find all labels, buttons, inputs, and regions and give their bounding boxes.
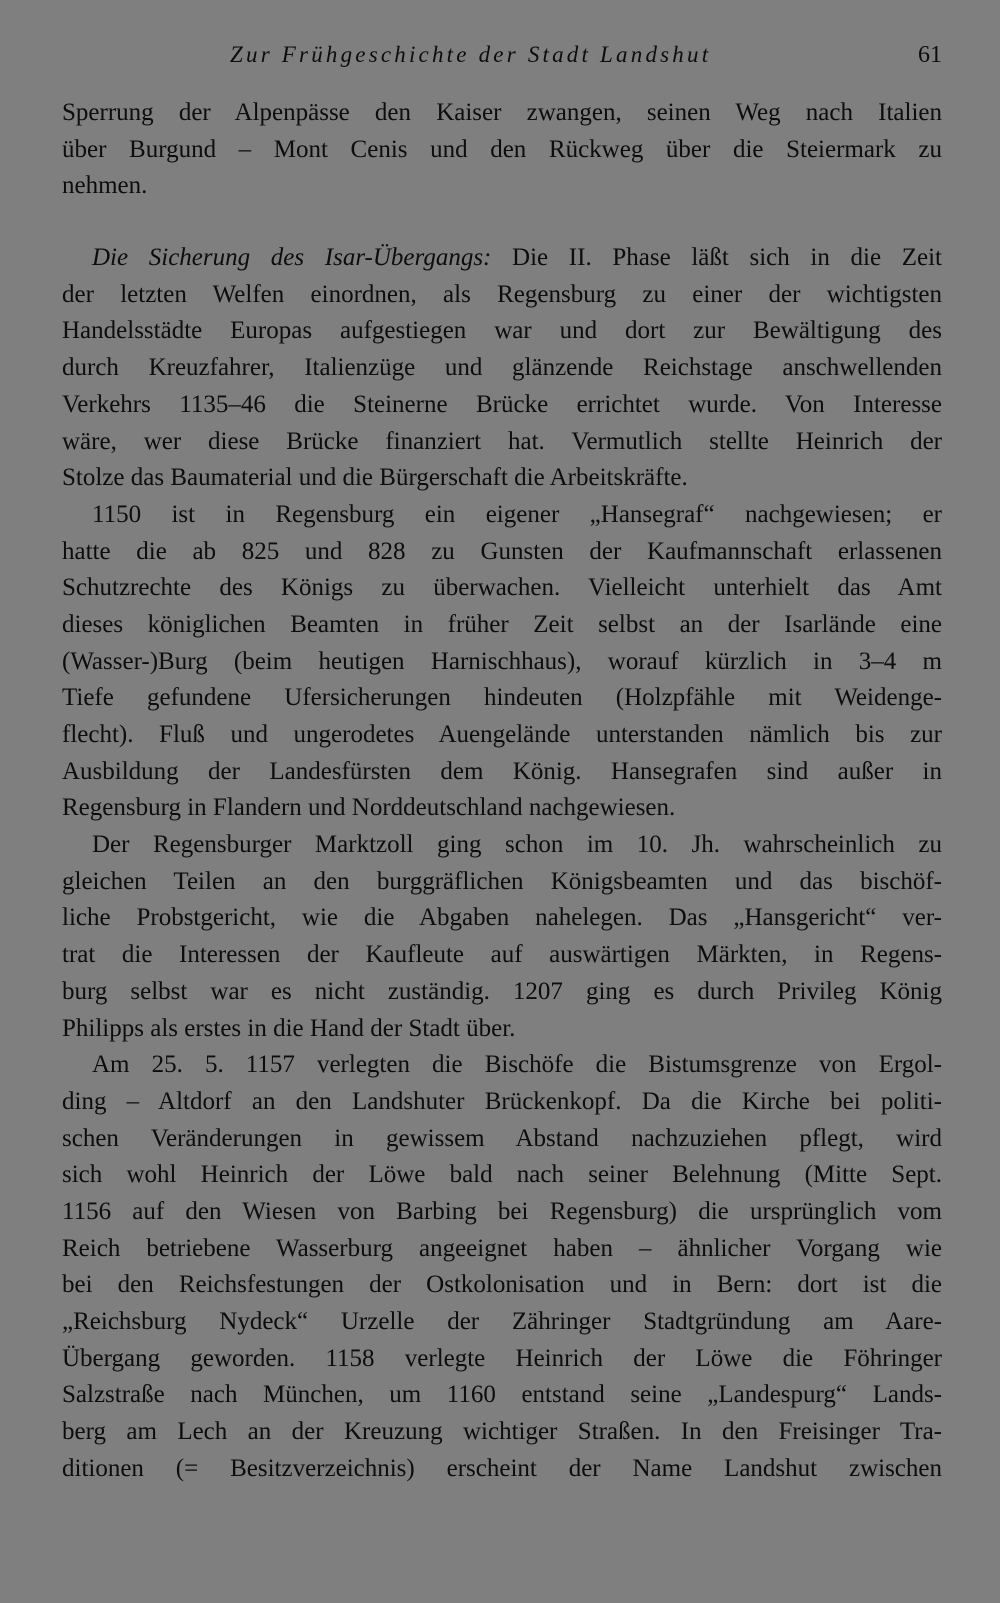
- text-line: liche Probstgericht, wie die Abgaben nahelegen. Das „Hansgericht“ ver-: [62, 904, 942, 932]
- running-head: [62, 38, 942, 72]
- text-line: gleichen Teilen an den burggräflichen Königsbeamten und das bischöf-: [62, 867, 942, 895]
- text-line: Am 25. 5. 1157 verlegten die Bischöfe die Bistumsgrenze von Ergol-: [92, 1051, 942, 1079]
- text-line: ding – Altdorf an den Landshuter Brückenkopf. Da die Kirche bei politi-: [62, 1087, 942, 1115]
- text-line: Sperrung der Alpenpässe den Kaiser zwangen, seinen Weg nach Italien: [62, 99, 942, 126]
- text-line: Verkehrs 1135–46 die Steinerne Brücke errichtet wurde. Von Interesse: [62, 390, 942, 418]
- paragraph-5: [62, 1047, 942, 1487]
- text-line: nehmen.: [62, 172, 148, 200]
- paragraph-1: [62, 95, 942, 205]
- section-heading: Die Sicherung des Isar-Übergangs:: [92, 244, 492, 272]
- text-line: Regensburg in Flandern und Norddeutschland nachgewiesen.: [62, 794, 676, 822]
- text-line: Schutzrechte des Königs zu überwachen. Vielleicht unterhielt das Amt: [62, 574, 942, 602]
- text-line: der letzten Welfen einordnen, als Regensburg zu einer der wichtigsten: [62, 280, 942, 308]
- text-line: 1156 auf den Wiesen von Barbing bei Regensburg) die ursprünglich vom: [62, 1197, 942, 1225]
- page-number: 61: [918, 42, 942, 68]
- text-line: wäre, wer diese Brücke finanziert hat. Vermutlich stellte Heinrich der: [62, 427, 942, 455]
- text-line: Philipps als erstes in die Hand der Stadt über.: [62, 1014, 516, 1042]
- text-line: dieses königlichen Beamten in früher Zeit selbst an der Isarlände eine: [62, 610, 942, 638]
- text-line: über Burgund – Mont Cenis und den Rückweg über die Steiermark zu: [62, 135, 942, 163]
- text-line: berg am Lech an der Kreuzung wichtiger Straßen. In den Freisinger Tra-: [62, 1418, 942, 1446]
- body-text: [62, 95, 942, 1487]
- text-line: schen Veränderungen in gewissem Abstand nachzuziehen pflegt, wird: [62, 1124, 942, 1152]
- text-line: Übergang geworden. 1158 verlegte Heinrich der Löwe die Föhringer: [62, 1344, 942, 1372]
- text-line: Der Regensburger Marktzoll ging schon im 10. Jh. wahrscheinlich zu: [92, 831, 942, 859]
- paragraph-4: [62, 827, 942, 1047]
- text-line: bei den Reichsfestungen der Ostkolonisation und in Bern: dort ist die: [62, 1271, 942, 1299]
- text-run: Die II. Phase läßt sich in die Zeit: [491, 244, 943, 272]
- text-line: Ausbildung der Landesfürsten dem König. Hansegrafen sind außer in: [62, 757, 942, 785]
- text-line: ditionen (= Besitzverzeichnis) erscheint der Name Landshut zwischen: [62, 1454, 942, 1482]
- text-line: sich wohl Heinrich der Löwe bald nach seiner Belehnung (Mitte Sept.: [62, 1161, 942, 1189]
- text-line: burg selbst war es nicht zuständig. 1207 ging es durch Privileg König: [62, 977, 942, 1005]
- text-line: durch Kreuzfahrer, Italienzüge und glänzende Reichstage anschwellenden: [62, 354, 942, 382]
- text-line: flecht). Fluß und ungerodetes Auengelände unterstanden nämlich bis zur: [62, 721, 942, 748]
- text-line: Tiefe gefundene Ufersicherungen hindeuten (Holzpfähle mit Weidenge-: [62, 684, 942, 712]
- paragraph-2: [62, 240, 942, 497]
- section-gap: [62, 205, 942, 240]
- text-line: Salzstraße nach München, um 1160 entstand seine „Landespurg“ Lands-: [62, 1381, 942, 1409]
- text-line: [62, 240, 942, 277]
- text-line: (Wasser-)Burg (beim heutigen Harnischhaus), worauf kürzlich in 3–4 m: [62, 647, 942, 675]
- running-title: Zur Frühgeschichte der Stadt Landshut: [230, 42, 712, 67]
- text-line: Reich betriebene Wasserburg angeeignet haben – ähnlicher Vorgang wie: [62, 1234, 942, 1262]
- text-line: trat die Interessen der Kaufleute auf auswärtigen Märkten, in Regens-: [62, 941, 942, 969]
- text-line: 1150 ist in Regensburg ein eigener „Hansegraf“ nachgewiesen; er: [92, 500, 942, 528]
- text-line: Stolze das Baumaterial und die Bürgerschaft die Arbeitskräfte.: [62, 464, 688, 492]
- text-line: „Reichsburg Nydeck“ Urzelle der Zähringer Stadtgründung am Aare-: [62, 1308, 942, 1335]
- text-line: hatte die ab 825 und 828 zu Gunsten der Kaufmannschaft erlassenen: [62, 537, 942, 565]
- paragraph-3: [62, 497, 942, 827]
- text-line: Handelsstädte Europas aufgestiegen war und dort zur Bewältigung des: [62, 317, 942, 345]
